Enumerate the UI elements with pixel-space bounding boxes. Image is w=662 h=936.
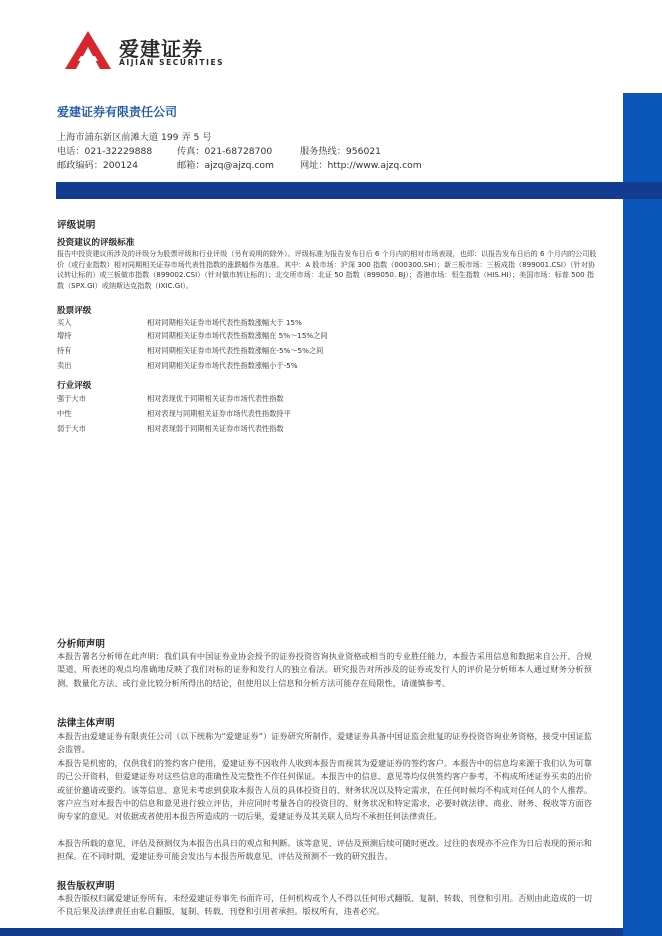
hotline: 服务热线：956021	[300, 146, 382, 157]
logo-mark-icon	[64, 30, 112, 70]
company-address: 上海市浦东新区前滩大道 199 弄 5 号	[57, 132, 212, 143]
legal-text-3: 本报告所载的意见、评估及预测仅为本报告出具日的观点和判断。该等意见、评估及预测后续可随时更改。过往的表现亦不应作为日后表现的预示和担保。在不同时期，爱建证券可能会发出与本报告所载意见、评估及预测不一致的研究报告。	[57, 838, 592, 862]
logo-text-cn: 爱建证券	[119, 37, 203, 61]
postcode: 邮政编码：200124	[57, 160, 139, 171]
analyst-text: 本报告署名分析师在此声明：我们具有中国证券业协会授予的证券投资咨询执业资格或相当的专业胜任能力，本报告采用信息和数据来自公开、合规渠道，所表述的观点均准确地反映了我们对标的证券和发行人的独立看法。研究报告对所涉及的证券或发行人的评价是分析师本人通过财务分析预测、数量化方法、或行业比较分析所得出的结论，但使用以上信息和分析方法可能存在局限性，请谨慎参考。	[57, 651, 592, 688]
fax: 传真：021-68728700	[177, 146, 273, 157]
analyst-title: 分析师声明	[57, 639, 105, 650]
industry-rating-row	[57, 424, 284, 434]
industry-rating-label: 强于大市	[57, 394, 86, 403]
phone: 电话：021-32229888	[57, 146, 153, 157]
stock-rating-row	[57, 331, 328, 341]
stock-rating-desc: 相对同期相关证券市场代表性指数涨幅在-5%～5%之间	[147, 346, 324, 355]
industry-rating-desc: 相对表现弱于同期相关证券市场代表性指数	[147, 424, 284, 433]
rating-standard-title: 投资建议的评级标准	[57, 238, 135, 248]
industry-rating-row	[57, 409, 291, 419]
email: 邮箱：ajzq@ajzq.com	[177, 160, 274, 171]
logo-text-en: AIJIAN SECURITIES	[119, 58, 225, 67]
rating-standard-text: 报告中投资建议所涉及的评级分为股票评级和行业评级（另有说明的除外）。评级标准为报告发布日后 6 个月内的相对市场表现，也即：以报告发布日后的 6 个月内的公司股价（或行业指数）相对同期相关证券市场代表性指数的涨跌幅作为基准。其中：A 股市场：沪深 300 指数（000300.SH）；新三板市场：三板成指（899001.CSI）（针对协议转让标的）或三板做市指数（899002.CSI）（针对做市转让标的）；北交所市场：北证 50 指数（899050. BJ）；香港市场：恒生指数（HIS.HI）；美国市场：标普 500 指数（SPX.GI）或纳斯达克指数（IXIC.GI）。	[57, 249, 597, 290]
side-accent-bar	[623, 93, 662, 936]
stock-rating-label: 持有	[57, 346, 72, 355]
company-name: 爱建证券有限责任公司	[57, 105, 178, 119]
stock-rating-label: 卖出	[57, 361, 72, 370]
stock-rating-title: 股票评级	[57, 306, 92, 316]
legal-title: 法律主体声明	[57, 718, 115, 729]
legal-text-2: 本报告是机密的，仅供我们的签约客户使用，爱建证券不因收件人收到本报告而视其为爱建证券的签约客户。本报告中的信息均来源于我们认为可靠的已公开资料，但爱建证券对这些信息的准确性及完整性不作任何保证。本报告中的信息、意见等均仅供签约客户参考，不构成所述证券买卖的出价或征价邀请或要约。该等信息、意见未考虑到获取本报告人员的具体投资目的、财务状况以及特定需求，在任何时候均不构成对任何人的个人推荐。客户应当对本报告中的信息和意见进行独立评估，并应同时考量各自的投资目的、财务状况和特定需求，必要时就法律、商业、财务、税收等方面咨询专家的意见。对依据或者使用本报告所造成的一切后果，爱建证券及其关联人员均不承担任何法律责任。	[57, 758, 592, 822]
industry-rating-row	[57, 394, 284, 404]
stock-rating-desc: 相对同期相关证券市场代表性指数涨幅小于-5%	[147, 361, 298, 370]
header-divider-band	[56, 182, 662, 199]
stock-rating-label: 增持	[57, 331, 72, 340]
industry-rating-label: 弱于大市	[57, 424, 86, 433]
stock-rating-desc: 相对同期相关证券市场代表性指数涨幅大于 15%	[147, 318, 302, 327]
industry-rating-desc: 相对表现优于同期相关证券市场代表性指数	[147, 394, 284, 403]
company-logo	[64, 30, 234, 70]
industry-rating-title: 行业评级	[57, 381, 92, 391]
stock-rating-row	[57, 318, 302, 328]
copyright-title: 报告版权声明	[57, 881, 115, 892]
industry-rating-label: 中性	[57, 409, 72, 418]
stock-rating-desc: 相对同期相关证券市场代表性指数涨幅在 5%～15%之间	[147, 331, 328, 340]
copyright-text: 本报告版权归属爱建证券所有，未经爱建证券事先书面许可，任何机构或个人不得以任何形式翻版、复制、转载、刊登和引用。否则由此造成的一切不良后果及法律责任由私自翻版、复制、转载、刊登和引用者承担。版权所有，违者必究。	[57, 893, 592, 917]
rating-title: 评级说明	[57, 220, 96, 231]
legal-text-1: 本报告由爱建证券有限责任公司（以下统称为“爱建证券”）证券研究所制作，爱建证券具备中国证监会批复的证券投资咨询业务资格，接受中国证监会监管。	[57, 731, 592, 755]
stock-rating-row	[57, 361, 298, 371]
website-link[interactable]: 网址：http://www.ajzq.com	[300, 160, 422, 171]
stock-rating-row	[57, 346, 324, 356]
stock-rating-label: 买入	[57, 318, 72, 327]
industry-rating-desc: 相对表现与同期相关证券市场代表性指数持平	[147, 409, 291, 418]
footer-line	[0, 928, 623, 936]
